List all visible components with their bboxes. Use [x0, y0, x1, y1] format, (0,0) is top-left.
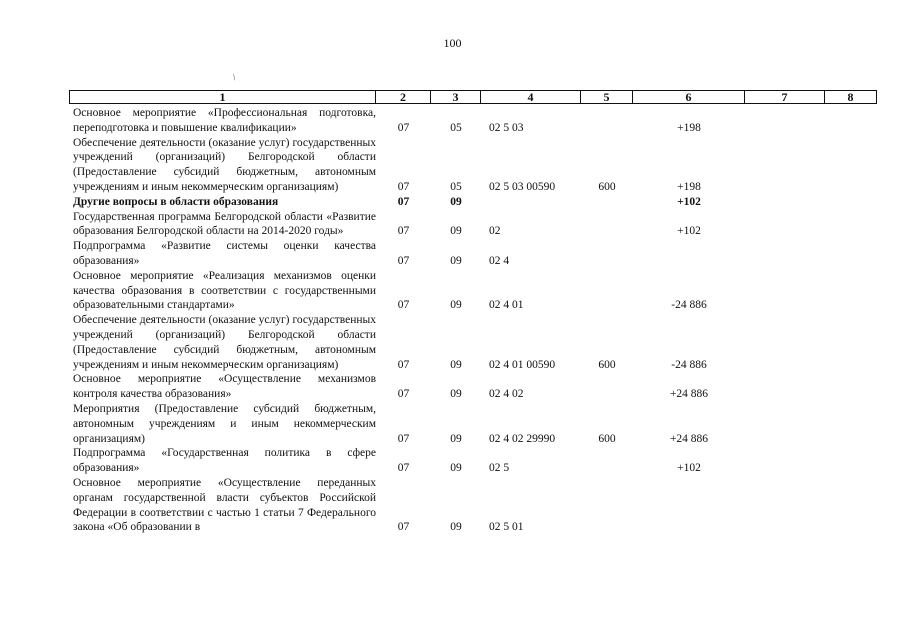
- row-subsection: 09: [450, 195, 462, 208]
- row-subsection: 09: [450, 299, 462, 312]
- page-number: 100: [443, 36, 462, 50]
- header-col-2: 2: [376, 91, 431, 103]
- row-target-code: 02 5: [489, 462, 510, 475]
- row-subsection: 09: [450, 521, 462, 534]
- row-subsection: 09: [450, 432, 462, 445]
- row-target-code: 02 4 02 29990: [489, 432, 556, 445]
- stray-mark: /: [230, 72, 238, 82]
- header-col-4: 4: [481, 91, 581, 103]
- row-amount: +24 886: [669, 388, 709, 401]
- row-amount: +198: [677, 121, 701, 134]
- row-target-code: 02 4: [489, 254, 510, 267]
- table-row: [70, 106, 876, 136]
- row-expense-type: 600: [598, 432, 616, 445]
- table-row: [70, 210, 876, 240]
- row-section: 07: [397, 180, 410, 193]
- row-name: Государственная программа Белгородской области «Развитие образования Белгородской области на 2014-2020 годы»: [73, 210, 376, 238]
- row-target-code: 02 5 01: [489, 521, 524, 534]
- table-header: [69, 90, 877, 104]
- row-subsection: 05: [450, 180, 462, 193]
- row-target-code: 02 5 03 00590: [489, 180, 556, 193]
- row-subsection: 09: [450, 462, 462, 475]
- header-col-5: 5: [581, 91, 633, 103]
- row-subsection: 09: [450, 225, 462, 238]
- header-col-1: 1: [70, 91, 376, 103]
- row-name: Другие вопросы в области образования: [73, 195, 279, 208]
- row-section: 07: [397, 254, 410, 267]
- row-subsection: 09: [450, 358, 462, 371]
- row-name: Основное мероприятие «Осуществление механизмов контроля качества образования»: [73, 373, 376, 401]
- row-subsection: 09: [450, 254, 462, 267]
- row-name: Подпрограмма «Государственная политика в сфере образования»: [73, 447, 376, 475]
- row-section: 07: [397, 195, 410, 208]
- row-section: 07: [397, 121, 410, 134]
- row-subsection: 05: [450, 121, 462, 134]
- row-expense-type: 600: [598, 180, 616, 193]
- row-amount: +24 886: [669, 432, 709, 445]
- header-col-3: 3: [431, 91, 481, 103]
- table-row: [70, 372, 876, 402]
- row-target-code: 02 4 02: [489, 388, 524, 401]
- row-amount: +102: [677, 225, 701, 238]
- header-col-6: 6: [633, 91, 745, 103]
- row-section: 07: [397, 462, 410, 475]
- table-row: [70, 239, 876, 269]
- row-amount: +102: [677, 195, 701, 208]
- row-amount: +102: [677, 462, 701, 475]
- header-col-7: 7: [745, 91, 825, 103]
- row-name: Подпрограмма «Развитие системы оценки качества образования»: [73, 240, 376, 267]
- row-name: Основное мероприятие «Осуществление переданных органам государственной власти субъектов Российской Федерации в соответствии с частью 1 статьи 7 Федерального закона «Об образовании в: [73, 476, 376, 534]
- row-target-code: 02: [489, 225, 501, 238]
- row-section: 07: [397, 521, 410, 534]
- table-row: [70, 136, 876, 195]
- table-row: [70, 476, 876, 535]
- table-row: [70, 313, 876, 372]
- row-amount: -24 886: [671, 358, 707, 371]
- table-row: [70, 269, 876, 313]
- row-target-code: 02 4 01 00590: [489, 358, 556, 371]
- row-section: 07: [397, 432, 410, 445]
- row-name: Обеспечение деятельности (оказание услуг) государственных учреждений (организаций) Белгородской области (Предоставление субсидий бюджетным, автономным учреждениям и иным некоммерческим организациям): [73, 314, 376, 371]
- row-section: 07: [397, 388, 410, 401]
- row-expense-type: 600: [598, 358, 616, 371]
- row-section: 07: [397, 299, 410, 312]
- table-row-section-total: [70, 195, 876, 210]
- row-name: Основное мероприятие «Профессиональная подготовка, переподготовка и повышение квалификации»: [73, 107, 376, 134]
- row-target-code: 02 5 03: [489, 121, 524, 134]
- row-name: Обеспечение деятельности (оказание услуг) государственных учреждений (организаций) Белгородской области (Предоставление субсидий бюджетным, автономным учреждениям и иным некоммерческим организациям): [73, 136, 376, 193]
- row-name: Основное мероприятие «Реализация механизмов оценки качества образования в соответствии с государственными образовательными стандартами»: [73, 269, 376, 312]
- table-row: [70, 402, 876, 446]
- row-name: Мероприятия (Предоставление субсидий бюджетным, автономным учреждениям и иным некоммерческим организациям): [73, 402, 376, 445]
- row-subsection: 09: [450, 388, 462, 401]
- table-row: [70, 446, 876, 476]
- row-section: 07: [397, 358, 410, 371]
- row-amount: +198: [677, 180, 701, 193]
- row-amount: -24 886: [671, 299, 707, 312]
- row-section: 07: [397, 225, 410, 238]
- row-target-code: 02 4 01: [489, 299, 524, 312]
- table-body: [70, 106, 876, 535]
- header-col-8: 8: [847, 90, 854, 104]
